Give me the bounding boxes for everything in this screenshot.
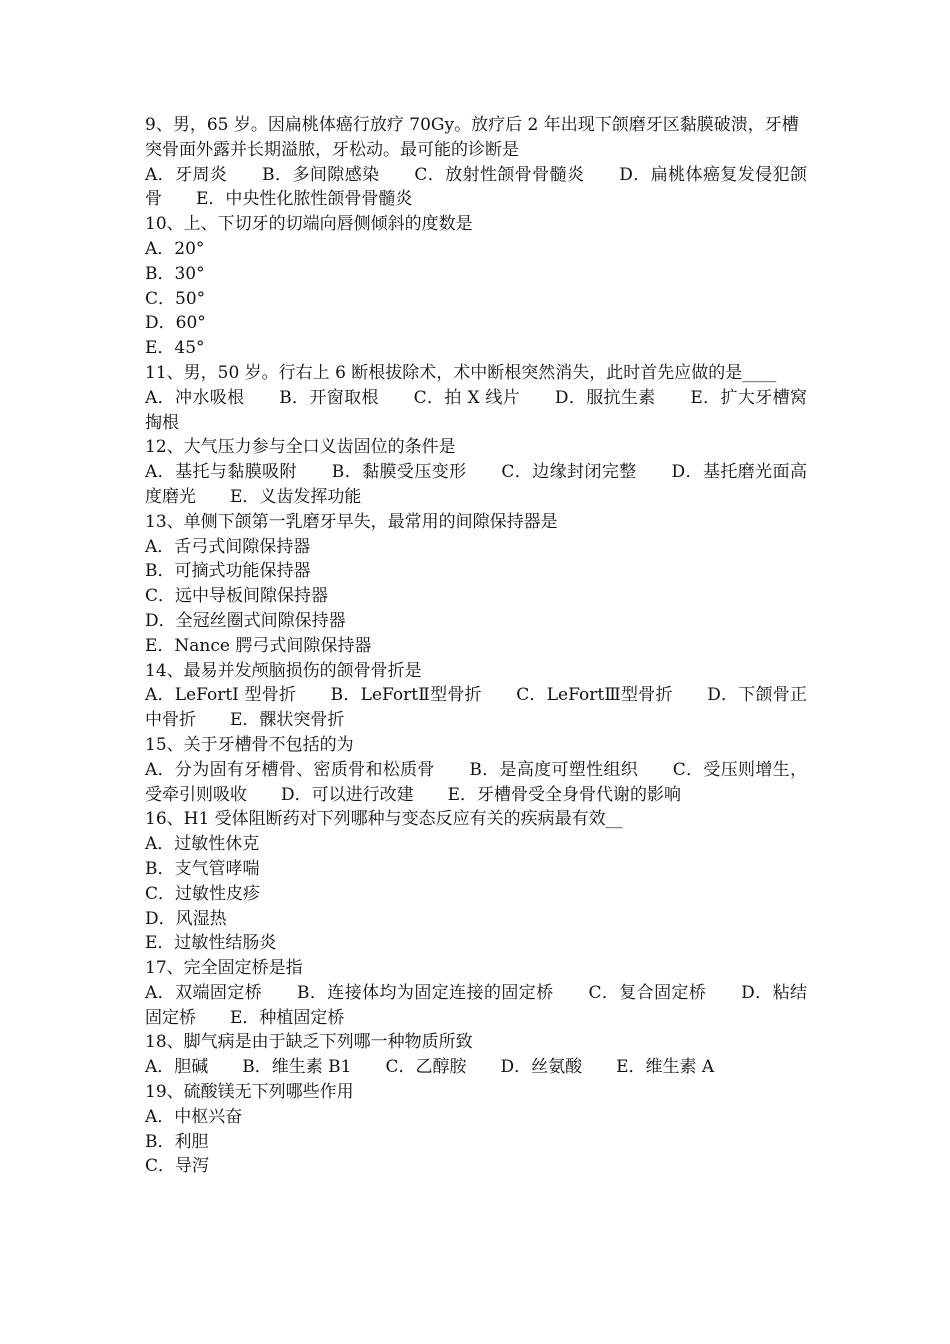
question-options: A．双端固定桥 B．连接体均为固定连接的固定桥 C．复合固定桥 D．粘结固定桥 E．种植固定桥 — [145, 982, 807, 1028]
question-13 — [145, 510, 807, 659]
question-options: A．牙周炎 B．多间隙感染 C．放射性颌骨骨髓炎 D．扁桃体癌复发侵犯颌骨 E．中央性化脓性颌骨骨髓炎 — [145, 164, 807, 210]
document-page — [145, 113, 807, 1179]
question-stem: 11、男，50 岁。行右上 6 断根拔除术，术中断根突然消失，此时首先应做的是____ — [145, 362, 777, 383]
question-stem: 15、关于牙槽骨不包括的为 — [145, 734, 354, 755]
option-b: B．利胆 — [145, 1131, 209, 1152]
question-15 — [145, 733, 807, 807]
option-c: C．过敏性皮疹 — [145, 883, 261, 904]
question-10 — [145, 212, 807, 361]
question-stem: 18、脚气病是由于缺乏下列哪一种物质所致 — [145, 1032, 473, 1053]
option-d: D．全冠丝圈式间隙保持器 — [145, 610, 346, 631]
option-e: E．过敏性结肠炎 — [145, 933, 277, 954]
option-b: B．可摘式功能保持器 — [145, 561, 311, 582]
question-stem: 12、大气压力参与全口义齿固位的条件是 — [145, 437, 456, 458]
question-options: A．冲水吸根 B．开窗取根 C．拍 X 线片 D．服抗生素 E．扩大牙槽窝掏根 — [145, 387, 807, 433]
option-d: D．60° — [145, 313, 206, 334]
option-a: A．中枢兴奋 — [145, 1106, 243, 1127]
option-a: A．20° — [145, 238, 205, 259]
question-16 — [145, 807, 807, 956]
question-options: A．胆碱 B．维生素 B1 C．乙醇胺 D．丝氨酸 E．维生素 A — [145, 1057, 715, 1078]
question-stem: 14、最易并发颅脑损伤的颌骨骨折是 — [145, 660, 422, 681]
option-e: E．45° — [145, 338, 205, 359]
question-options: A．分为固有牙槽骨、密质骨和松质骨 B．是高度可塑性组织 C．受压则增生，受牵引则吸收 D．可以进行改建 E．牙槽骨受全身骨代谢的影响 — [145, 759, 807, 805]
option-c: C．导泻 — [145, 1156, 210, 1177]
option-a: A．过敏性休克 — [145, 834, 260, 855]
question-stem: 13、单侧下颌第一乳磨牙早失，最常用的间隙保持器是 — [145, 511, 558, 532]
option-b: B．支气管哮喘 — [145, 858, 260, 879]
question-18 — [145, 1030, 807, 1080]
question-19 — [145, 1080, 807, 1179]
question-stem: 19、硫酸镁无下列哪些作用 — [145, 1082, 354, 1103]
question-stem: 9、男，65 岁。因扁桃体癌行放疗 70Gy。放疗后 2 年出现下颌磨牙区黏膜破溃，牙槽突骨面外露并长期溢脓，牙松动。最可能的诊断是 — [145, 115, 799, 160]
question-17 — [145, 956, 807, 1030]
question-stem: 17、完全固定桥是指 — [145, 958, 303, 979]
question-14 — [145, 659, 807, 733]
option-e: E．Nance 腭弓式间隙保持器 — [145, 635, 372, 656]
question-9 — [145, 113, 807, 212]
question-stem: 10、上、下切牙的切端向唇侧倾斜的度数是 — [145, 214, 473, 235]
option-a: A．舌弓式间隙保持器 — [145, 536, 311, 557]
question-12 — [145, 435, 807, 509]
question-stem: 16、H1 受体阻断药对下列哪种与变态反应有关的疾病最有效__ — [145, 809, 623, 830]
option-c: C．远中导板间隙保持器 — [145, 586, 329, 607]
question-options: A．LeFortI 型骨折 B．LeFortⅡ型骨折 C．LeFortⅢ型骨折 D．下颌骨正中骨折 E．髁状突骨折 — [145, 685, 807, 731]
question-11 — [145, 361, 807, 435]
option-b: B．30° — [145, 263, 205, 284]
option-d: D．风湿热 — [145, 908, 227, 929]
question-options: A．基托与黏膜吸附 B．黏膜受压变形 C．边缘封闭完整 D．基托磨光面高度磨光 E．义齿发挥功能 — [145, 462, 807, 507]
option-c: C．50° — [145, 288, 206, 309]
